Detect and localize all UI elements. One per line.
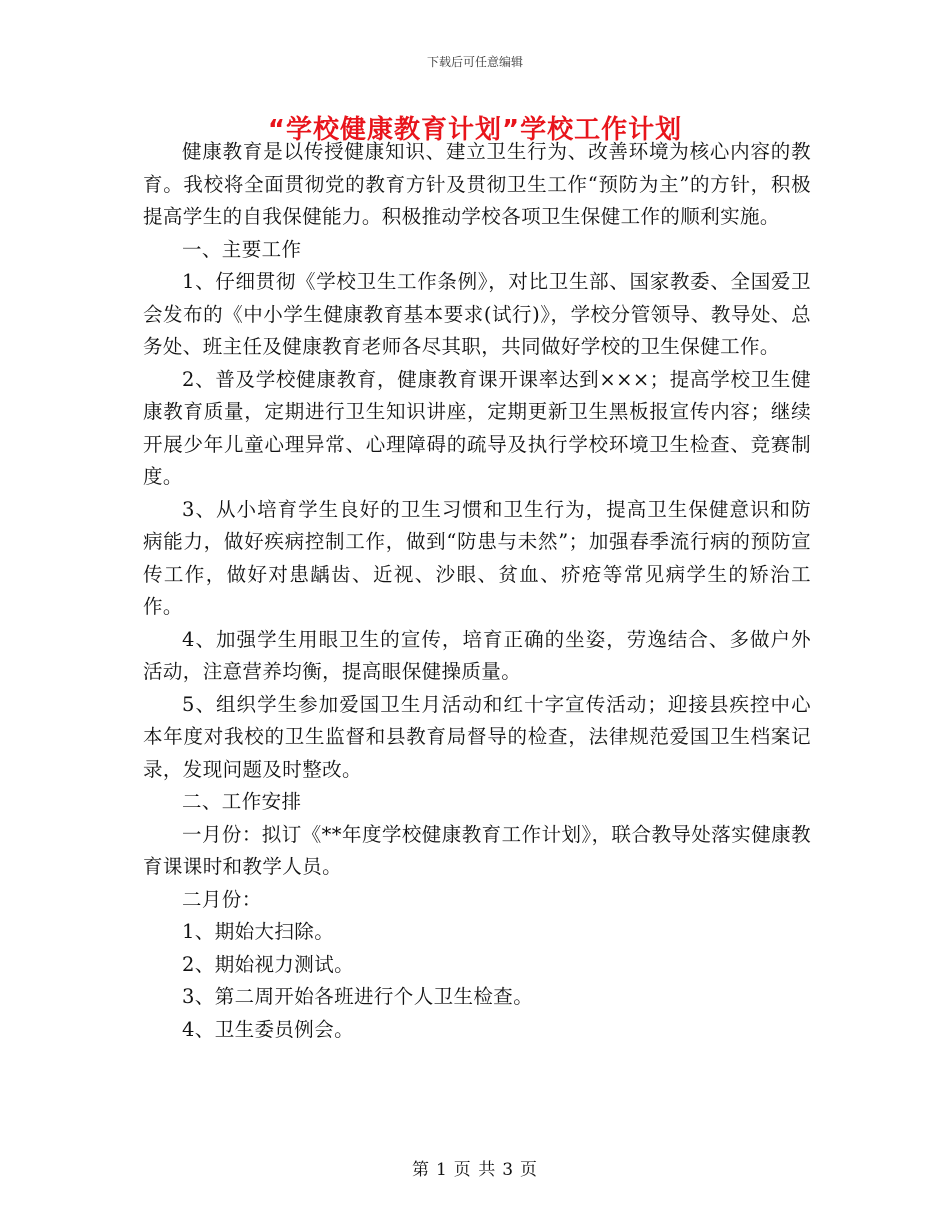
- body-paragraph: 4、加强学生用眼卫生的宣传，培育正确的坐姿，劳逸结合、多做户外活动，注意营养均衡，提高眼保健操质量。: [143, 627, 811, 683]
- list-item: 4、卫生委员例会。: [182, 1017, 355, 1041]
- total-pages-number: 3: [502, 1160, 515, 1180]
- body-paragraph: 一月份：拟订《**年度学校健康教育工作计划》，联合教导处落实健康教育课课时和教学人员。: [143, 822, 811, 878]
- intro-paragraph: 健康教育是以传授健康知识、建立卫生行为、改善环境为核心内容的教育。我校将全面贯彻党的教育方针及贯彻卫生工作“预防为主”的方针，积极提高学生的自我保健能力。积极推动学校各项卫生保健工作的顺利实施。: [143, 140, 811, 228]
- body-paragraph: 3、从小培育学生良好的卫生习惯和卫生行为，提高卫生保健意识和防病能力，做好疾病控制工作，做到“防患与未然”；加强春季流行病的预防宣传工作，做好对患龋齿、近视、沙眼、贫血、疥疮等常见病学生的矫治工作。: [143, 497, 811, 618]
- section-heading: 一、主要工作: [182, 237, 302, 261]
- footer-prefix: 第: [411, 1160, 430, 1180]
- body-paragraph: 1、仔细贯彻《学校卫生工作条例》，对比卫生部、国家教委、全国爱卫会发布的《中小学生健康教育基本要求(试行)》，学校分管领导、教导处、总务处、班主任及健康教育老师各尽其职，共同做好学校的卫生保健工作。: [143, 270, 811, 358]
- section-heading: 二、工作安排: [182, 790, 302, 813]
- header-note: 下载后可任意编辑: [426, 55, 523, 69]
- document-body: [143, 136, 811, 1046]
- body-paragraph: 5、组织学生参加爱国卫生月活动和红十字宣传活动；迎接县疾控中心本年度对我校的卫生监督和县教育局督导的检查，法律规范爱国卫生档案记录，发现问题及时整改。: [143, 692, 811, 781]
- list-item: 3、第二周开始各班进行个人卫生检查。: [182, 985, 534, 1008]
- current-page-number: 1: [435, 1160, 448, 1180]
- body-paragraph: 2、普及学校健康教育，健康教育课开课率达到×××；提高学校卫生健康教育质量，定期进行卫生知识讲座，定期更新卫生黑板报宣传内容；继续开展少年儿童心理异常、心理障碍的疏导及执行学校环境卫生检查、竞赛制度。: [143, 367, 811, 488]
- list-item: 1、期始大扫除。: [182, 920, 335, 943]
- page-footer: [0, 1155, 950, 1180]
- footer-suffix: 页: [520, 1160, 539, 1180]
- list-item: 2、期始视力测试。: [182, 952, 355, 976]
- footer-middle: 页 共: [453, 1160, 497, 1180]
- body-paragraph: 二月份：: [182, 887, 262, 911]
- document-title: “学校健康教育计划”学校工作计划: [267, 115, 683, 145]
